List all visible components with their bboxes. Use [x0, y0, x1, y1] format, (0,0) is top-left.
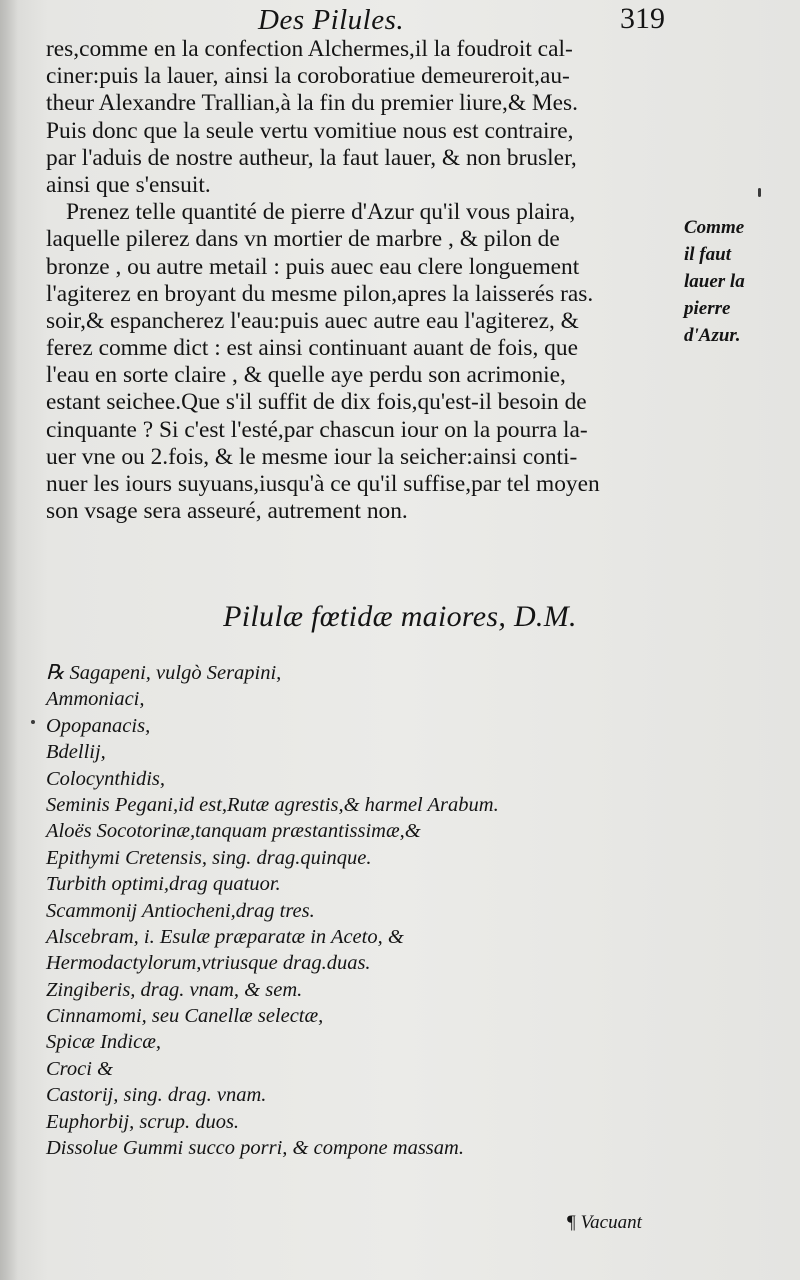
- margin-note-line: Comme: [684, 217, 745, 238]
- body-line: nuer les iours suyuans,iusqu'à ce qu'il suffise,par tel moyen: [46, 471, 600, 497]
- body-line: l'eau en sorte claire , & quelle aye perdu son acrimonie,: [46, 362, 566, 389]
- recipe-item: ℞ Sagapeni, vulgò Serapini,: [46, 662, 282, 684]
- recipe-item: Spicæ Indicæ,: [46, 1031, 162, 1054]
- recipe-item: Aloës Socotorinæ,tanquam præstantissimæ,&: [46, 820, 421, 843]
- body-line: ciner:puis la lauer, ainsi la coroboratiue demeureroit,au-: [46, 63, 570, 90]
- body-line: res,comme en la confection Alchermes,il la foudroit cal-: [46, 36, 573, 62]
- body-line: par l'aduis de nostre autheur, la faut lauer, & non brusler,: [46, 144, 577, 171]
- body-line: Puis donc que la seule vertu vomitiue nous est contraire,: [46, 117, 574, 144]
- recipe-item: Epithymi Cretensis, sing. drag.quinque.: [46, 846, 372, 869]
- gutter-shadow: [0, 0, 18, 1280]
- body-line: Prenez telle quantité de pierre d'Azur qu'il vous plaira,: [66, 199, 576, 226]
- body-text: [46, 36, 682, 525]
- body-line: ferez comme dict : est ainsi continuant auant de fois, que: [46, 335, 578, 362]
- ink-speck: [31, 720, 35, 724]
- running-title: Des Pilules.: [258, 4, 405, 36]
- recipe-item: Scammonij Antiocheni,drag tres.: [46, 899, 315, 922]
- body-line: estant seichee.Que s'il suffit de dix fois,qu'est-il besoin de: [46, 389, 587, 416]
- catchword: ¶ Vacuant: [566, 1212, 642, 1233]
- body-line: theur Alexandre Trallian,à la fin du premier liure,& Mes.: [46, 90, 578, 117]
- recipe-item: Seminis Pegani,id est,Rutæ agrestis,& harmel Arabum.: [46, 793, 499, 816]
- body-line: bronze , ou autre metail : puis auec eau clere longuement: [46, 253, 580, 280]
- recipe-item: Bdellij,: [46, 741, 106, 764]
- recipe-item: Cinnamomi, seu Canellæ selectæ,: [46, 1005, 324, 1028]
- section-title: Pilulæ fœtidæ maiores, D.M.: [223, 600, 577, 633]
- margin-note: [684, 214, 796, 349]
- recipe-item: Dissolue Gummi succo porri, & compone massam.: [46, 1137, 464, 1160]
- body-line: l'agiterez en broyant du mesme pilon,apres la laisserés ras.: [46, 280, 594, 307]
- recipe-item: Zingiberis, drag. vnam, & sem.: [46, 978, 303, 1001]
- body-line: ainsi que s'ensuit.: [46, 171, 211, 198]
- recipe-list: [46, 660, 746, 1161]
- recipe-item: Ammoniaci,: [46, 688, 145, 711]
- page-number: 319: [620, 2, 665, 35]
- margin-note-line: pierre: [684, 298, 731, 319]
- recipe-item: Castorij, sing. drag. vnam.: [46, 1084, 267, 1107]
- body-line: soir,& espancherez l'eau:puis auec autre eau l'agiterez, &: [46, 307, 579, 334]
- body-line: laquelle pilerez dans vn mortier de marbre , & pilon de: [46, 226, 560, 253]
- recipe-item: Euphorbij, scrup. duos.: [46, 1110, 240, 1133]
- margin-note-line: d'Azur.: [684, 325, 741, 346]
- margin-note-line: il faut: [684, 244, 731, 265]
- recipe-item: Hermodactylorum,vtriusque drag.duas.: [46, 952, 371, 975]
- ink-speck: [758, 188, 761, 197]
- recipe-item: Croci &: [46, 1057, 114, 1080]
- recipe-item: Colocynthidis,: [46, 767, 166, 790]
- recipe-item: Turbith optimi,drag quatuor.: [46, 873, 281, 896]
- recipe-item: Alscebram, i. Esulæ præparatæ in Aceto, &: [46, 925, 404, 948]
- body-line: cinquante ? Si c'est l'esté,par chascun iour on la pourra la-: [46, 416, 588, 443]
- body-line: uer vne ou 2.fois, & le mesme iour la seicher:ainsi conti-: [46, 443, 578, 470]
- recipe-item: Opopanacis,: [46, 714, 151, 737]
- body-line: son vsage sera asseuré, autrement non.: [46, 498, 408, 525]
- margin-note-line: lauer la: [684, 271, 745, 292]
